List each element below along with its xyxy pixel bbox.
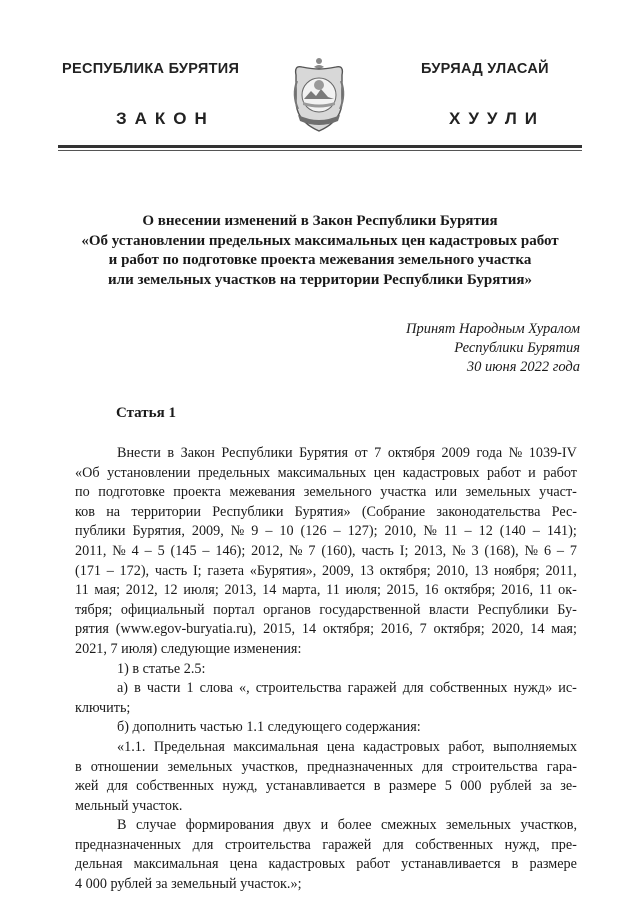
body-line: «Об установлении предельных максимальных цен кадастровых работ и работ (75, 464, 577, 481)
body-line: 2011, № 4 – 5 (145 – 146); 2012, № 7 (160), часть I; 2013, № 3 (168), № 6 – 7 (75, 542, 577, 559)
header-divider-thin (58, 150, 582, 151)
adoption-line: Принят Народным Хуралом (405, 321, 580, 337)
body-line: предназначенных для строительства гаражей для собственных нужд, пре- (75, 836, 577, 853)
body-line: Внести в Закон Республики Бурятия от 7 октября 2009 года № 1039-IV (117, 445, 577, 461)
body-line: 4 000 рублей за земельный участок.»; (75, 876, 302, 893)
coat-of-arms-icon (288, 55, 350, 135)
title-line: или земельных участков на территории Республики Бурятия» (108, 271, 532, 288)
body-line: ков на территории Республики Бурятия» (Собрание законодательства Рес- (75, 503, 577, 520)
title-line: О внесении изменений в Закон Республики Бурятия (142, 213, 498, 229)
body-line: 2021, 7 июля) следующие изменения: (75, 640, 302, 657)
body-line: ключить; (75, 699, 131, 716)
doc-type-buryat: ХУУЛИ (449, 109, 545, 128)
body-line: в отношении земельных участков, предназначенных для строительства гара- (75, 758, 577, 775)
article-body (75, 444, 577, 895)
adoption-note (406, 320, 580, 377)
adoption-line: Республики Бурятия (454, 340, 580, 356)
body-line: жей для собственных нужд, устанавливается в размере 5 000 рублей за зе- (75, 778, 577, 795)
body-line: (171 – 172), часть I; газета «Бурятия», 2009, 13 октября; 2010, 13 ноября; 2011, (75, 562, 577, 579)
body-line: а) в части 1 слова «, строительства гаражей для собственных нужд» ис- (117, 680, 577, 697)
title-line: «Об установлении предельных максимальных цен кадастровых работ (81, 232, 559, 249)
body-line: 1) в статье 2.5: (117, 660, 206, 677)
body-line: тября; официальный портал органов государственной власти Республики Бу- (75, 601, 577, 618)
body-line: дельная максимальная цена кадастровых работ устанавливается в размере (75, 856, 577, 873)
header-divider (58, 145, 582, 148)
adoption-date: 30 июня 2022 года (466, 359, 580, 375)
region-name-buryat: БУРЯАД УЛАСАЙ (421, 61, 549, 77)
body-line: б) дополнить частью 1.1 следующего содержания: (117, 719, 421, 736)
body-line: мельный участок. (75, 797, 183, 814)
law-title (60, 212, 580, 290)
body-line: «1.1. Предельная максимальная цена кадастровых работ, выполняемых (117, 738, 577, 755)
body-line: по подготовке проекта межевания земельного участка или земельных участ- (75, 484, 577, 501)
article-heading: Статья 1 (116, 405, 176, 421)
body-line: В случае формирования двух и более смежных земельных участков, (117, 817, 577, 834)
title-line: и работ по подготовке проекта межевания земельного участка (108, 252, 532, 268)
doc-type-russian: ЗАКОН (116, 109, 215, 128)
body-line: рятия (www.egov-buryatia.ru), 2015, 14 октября; 2016, 7 октября; 2020, 14 мая; (75, 621, 577, 638)
region-name-russian: РЕСПУБЛИКА БУРЯТИЯ (62, 61, 240, 77)
body-line: публики Бурятия, 2009, № 9 – 10 (126 – 127); 2010, № 11 – 12 (140 – 141); (75, 523, 577, 540)
body-line: 11 мая; 2012, 12 июля; 2013, 14 марта, 11 июля; 2015, 16 октября; 2016, 11 ок- (75, 582, 577, 599)
